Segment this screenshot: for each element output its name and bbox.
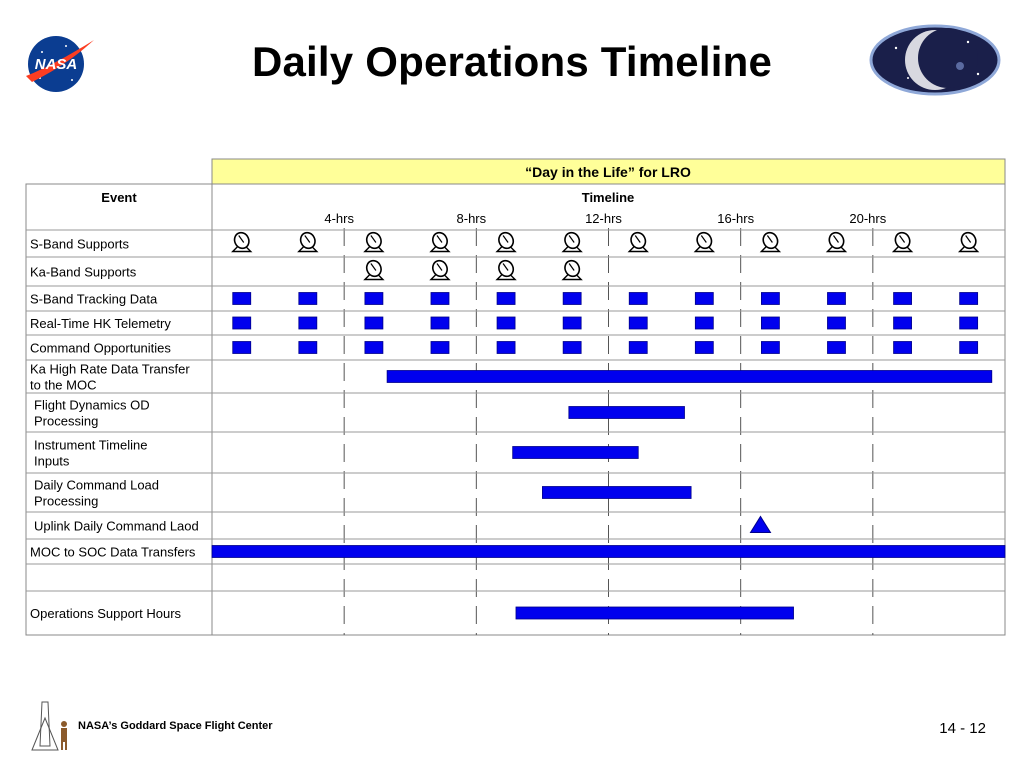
timeline-bar	[569, 407, 685, 419]
tick-label: 4-hrs	[324, 211, 354, 226]
timeline-block	[827, 342, 845, 354]
timeline-block	[497, 317, 515, 329]
timeline-bar	[516, 607, 794, 619]
row-label: Operations Support Hours	[30, 606, 182, 621]
timeline-block	[960, 342, 978, 354]
timeline-block	[629, 342, 647, 354]
row-label: Instrument Timeline	[34, 437, 148, 453]
timeline-block	[431, 293, 449, 305]
timeline-block	[299, 342, 317, 354]
timeline-block	[497, 342, 515, 354]
timeline-block	[629, 293, 647, 305]
row-label: Processing	[34, 413, 99, 429]
timeline-block	[431, 342, 449, 354]
timeline-block	[960, 293, 978, 305]
timeline-block	[960, 317, 978, 329]
timeline-bar	[542, 487, 691, 499]
timeline-block	[563, 317, 581, 329]
timeline-block	[233, 317, 251, 329]
row-label: Inputs	[34, 453, 70, 469]
timeline-block	[761, 317, 779, 329]
event-header: Event	[101, 190, 137, 205]
tick-label: 16-hrs	[717, 211, 755, 226]
footer-astronaut-figure	[28, 698, 76, 754]
timeline-block	[761, 342, 779, 354]
row-label: Processing	[34, 493, 99, 509]
row-label: Ka-Band Supports	[30, 264, 137, 280]
timeline-block	[894, 317, 912, 329]
footer-center-text: NASA’s Goddard Space Flight Center	[78, 720, 273, 732]
timeline-block	[563, 342, 581, 354]
timeline-block	[365, 293, 383, 305]
timeline-block	[761, 293, 779, 305]
banner-title: “Day in the Life” for LRO	[525, 164, 691, 180]
timeline-bar	[513, 447, 639, 459]
row-label: to the MOC	[30, 377, 97, 393]
footer-figure-graphic	[28, 698, 76, 754]
timeline-block	[563, 293, 581, 305]
timeline-block	[365, 342, 383, 354]
row-label: S-Band Supports	[30, 236, 130, 252]
tick-label: 12-hrs	[585, 211, 622, 226]
timeline-block	[894, 342, 912, 354]
timeline-block	[827, 317, 845, 329]
nasa-logo-text: NASA	[34, 56, 78, 73]
timeline-block	[431, 317, 449, 329]
row-label: MOC to SOC Data Transfers	[30, 544, 196, 560]
timeline-block	[695, 342, 713, 354]
timeline-block	[299, 317, 317, 329]
timeline-block	[827, 293, 845, 305]
row-label: Uplink Daily Command Laod	[34, 518, 199, 534]
row-label: S-Band Tracking Data	[30, 291, 158, 307]
row-label: Command Opportunities	[30, 340, 171, 356]
timeline-bar	[212, 546, 1005, 558]
timeline-block	[299, 293, 317, 305]
timeline-header: Timeline	[581, 190, 635, 205]
timeline-bar	[387, 371, 992, 383]
timeline-block	[365, 317, 383, 329]
timeline-block	[695, 317, 713, 329]
timeline-block	[233, 293, 251, 305]
timeline-block	[695, 293, 713, 305]
row-label: Ka High Rate Data Transfer	[30, 361, 190, 377]
row-label: Real-Time HK Telemetry	[30, 316, 171, 331]
page-number: 14 - 12	[939, 720, 986, 737]
timeline-block	[894, 293, 912, 305]
slide-title: Daily Operations Timeline	[251, 38, 773, 85]
tick-label: 8-hrs	[456, 211, 487, 226]
timeline-block	[233, 342, 251, 354]
timeline-block	[497, 293, 515, 305]
timeline-block	[629, 317, 647, 329]
tick-label: 20-hrs	[849, 211, 887, 226]
row-label: Daily Command Load	[34, 477, 160, 493]
row-label: Flight Dynamics OD	[34, 397, 150, 413]
